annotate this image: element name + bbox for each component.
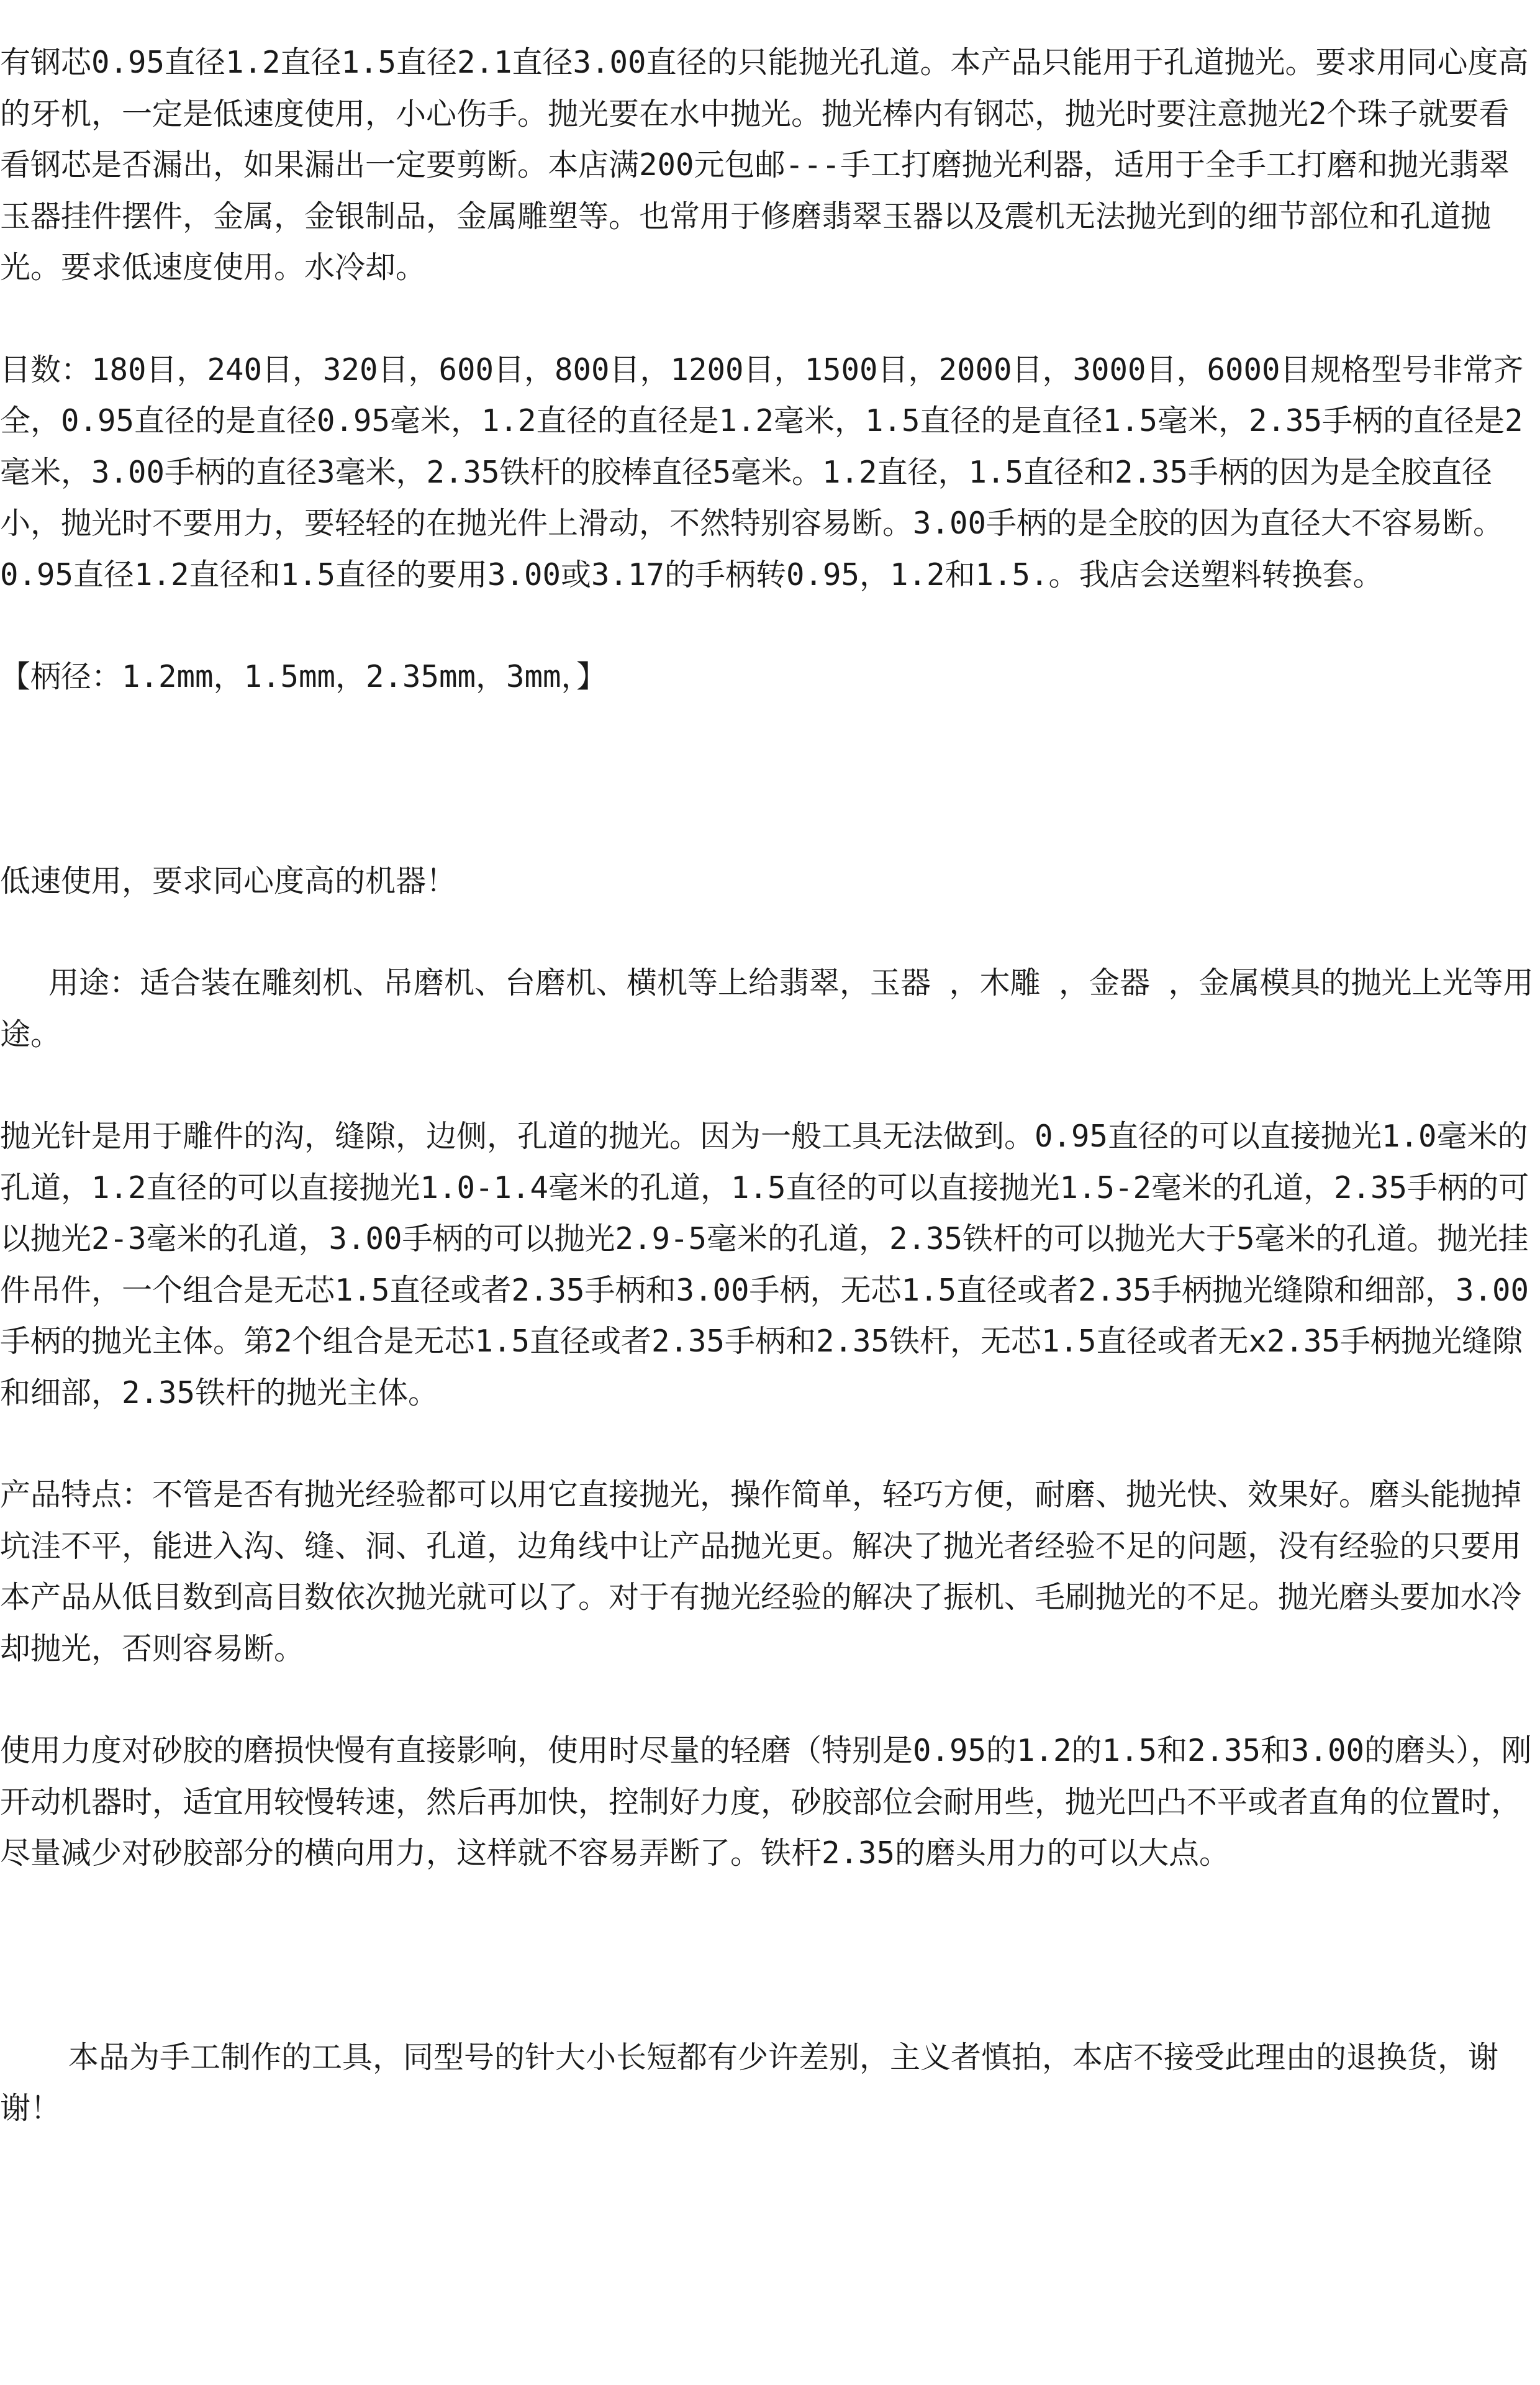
usage-force-paragraph: 使用力度对砂胶的磨损快慢有直接影响，使用时尽量的轻磨（特别是0.95的1.2的1.5和2.35和3.00的磨头），刚开动机器时，适宜用较慢转速，然后再加快，控制好力度，砂胶部位会耐用些，抛光凹凸不平或者直角的位置时，尽量减少对砂胶部分的横向用力，这样就不容易弄断了。铁杆2.35的磨头用力的可以大点。 (0, 1733, 1532, 1871)
intro-paragraph: 有钢芯0.95直径1.2直径1.5直径2.1直径3.00直径的只能抛光孔道。本产品只能用于孔道抛光。要求用同心度高的牙机，一定是低速度使用，小心伤手。抛光要在水中抛光。抛光棒内有钢芯，抛光时要注意抛光2个珠子就要看看钢芯是否漏出，如果漏出一定要剪断。本店满200元包邮---手工打磨抛光利器，适用于全手工打磨和抛光翡翠玉器挂件摆件，金属，金银制品，金属雕塑等。也常用于修磨翡翠玉器以及震机无法抛光到的细节部位和孔道抛光。要求低速度使用。水冷却。 (0, 45, 1529, 285)
description-text-block (0, 37, 1534, 2135)
disclaimer-paragraph: 本品为手工制作的工具，同型号的针大小长短都有少许差别，主义者慎拍，本店不接受此理由的退换货，谢谢！ (0, 2039, 1499, 2126)
shank-diameter-line: 【柄径：1.2mm，1.5mm，2.35mm，3mm，】 (0, 659, 607, 694)
grit-spec-paragraph: 目数：180目，240目，320目，600目，800目，1200目，1500目，2000目，3000目，6000目规格型号非常齐全，0.95直径的是直径0.95毫米，1.2直径的直径是1.2毫米，1.5直径的是直径1.5毫米，2.35手柄的直径是2毫米，3.00手柄的直径3毫米，2.35铁杆的胶棒直径5毫米。1.2直径，1.5直径和2.35手柄的因为是全胶直径小，抛光时不要用力，要轻轻的在抛光件上滑动，不然特别容易断。3.00手柄的是全胶的因为直径大不容易断。0.95直径1.2直径和1.5直径的要用3.00或3.17的手柄转0.95，1.2和1.5.。我店会送塑料转换套。 (0, 352, 1524, 593)
polishing-needle-paragraph: 抛光针是用于雕件的沟，缝隙，边侧，孔道的抛光。因为一般工具无法做到。0.95直径的可以直接抛光1.0毫米的孔道，1.2直径的可以直接抛光1.0-1.4毫米的孔道，1.5直径的可以直接抛光1.5-2毫米的孔道，2.35手柄的可以抛光2-3毫米的孔道，3.00手柄的可以抛光2.9-5毫米的孔道，2.35铁杆的可以抛光大于5毫米的孔道。抛光挂件吊件，一个组合是无芯1.5直径或者2.35手柄和3.00手柄，无芯1.5直径或者2.35手柄抛光缝隙和细部，3.00手柄的抛光主体。第2个组合是无芯1.5直径或者2.35手柄和2.35铁杆，无芯1.5直径或者无x2.35手柄抛光缝隙和细部，2.35铁杆的抛光主体。 (0, 1119, 1529, 1411)
features-paragraph: 产品特点：不管是否有抛光经验都可以用它直接抛光，操作简单，轻巧方便，耐磨、抛光快、效果好。磨头能抛掉坑洼不平，能进入沟、缝、洞、孔道，边角线中让产品抛光更。解决了抛光者经验不足的问题，没有经验的只要用本产品从低目数到高目数依次抛光就可以了。对于有抛光经验的解决了振机、毛刷抛光的不足。抛光磨头要加水冷却抛光，否则容易断。 (0, 1477, 1522, 1666)
usage-paragraph: 用途：适合装在雕刻机、吊磨机、台磨机、横机等上给翡翠，玉器 ，木雕 ，金器 ，金属模具的抛光上光等用途。 (0, 965, 1534, 1052)
low-speed-note: 低速使用，要求同心度高的机器！ (0, 863, 457, 899)
